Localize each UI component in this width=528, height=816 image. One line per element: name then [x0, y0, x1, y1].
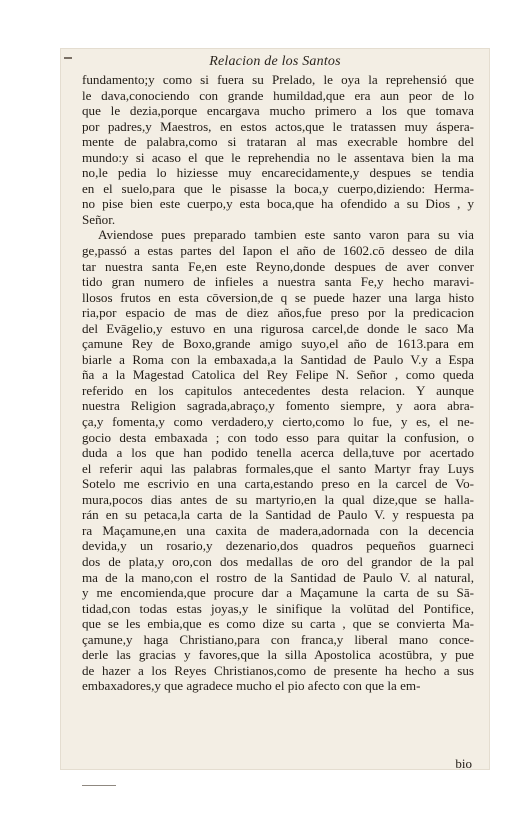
text-line: derle las gracias y favores,que la silla Apostolica acostūbra, y pue [82, 647, 474, 663]
text-line: ria,por espacio de mas de diez años,fue preso por la predicacion [82, 305, 474, 321]
text-line: ça,y fomenta,y como verdadero,y cierto,como lo fue, y es, el ne- [82, 414, 474, 430]
text-line: çamune Rey de Boxo,grande amigo suyo,el año de 1613.para em [82, 336, 474, 352]
text-line: embaxadores,y que agradece mucho el pio afecto con que la em- [82, 678, 421, 694]
text-line: que le dezia,porque encargava mucho primero a los que tomava [82, 103, 474, 119]
text-line: en el suelo,para que le pisasse la boca,y cuerpo,diziendo: Herma- [82, 180, 474, 196]
paragraph-1 [82, 72, 474, 227]
text-line: mente de palabra,como si trataran al mas execrable hombre del [82, 134, 474, 150]
text-line: ge,passó a estas partes del Iapon el año de 1602.cō desseo de dila [82, 243, 474, 259]
text-line: Señor. [82, 211, 116, 227]
text-line: fundamento;y como si fuera su Prelado, le oya la reprehensió que [82, 72, 474, 87]
body-text [82, 72, 474, 694]
text-line: que se les embia,que es como dize su carta , que se convierta Ma- [82, 616, 474, 632]
text-line: Aviendose pues preparado tambien este santo varon para su via [98, 227, 474, 243]
text-line: tar nuestra santa Fe,en este Reyno,donde despues de aver conver [82, 258, 474, 274]
text-line: rán en su petaca,la carta de la Santidad de Paulo V. y respuesta pa [82, 507, 474, 523]
text-line: mura,pocos dias antes de su martyrio,en la qual dize,que se halla- [82, 491, 474, 507]
scan-corner-mark [82, 785, 116, 786]
text-line: devida,y un rosario,y dezenario,dos quadros pequeños guarneci [82, 538, 474, 554]
text-line: por padres,y Maestros, en estos actos,que le tratassen muy áspera- [82, 118, 474, 134]
text-line: el referir aqui las palabras formales,que el santo Martyr fray Luys [82, 460, 474, 476]
text-line: y me encomienda,que procure dar a Maçamune la carta de su Sā- [82, 585, 474, 601]
text-line: no,le pedia lo hiziesse muy encarecidamente,y despues se tendia [82, 165, 474, 181]
text-line: çamune,y haga Christiano,para con franca,y liberal mano conce- [82, 631, 474, 647]
text-line: tidad,con todas estas joyas,y le sinifique la volūtad del Pontifice, [82, 600, 474, 616]
text-line: llosos frutos en esta cōversion,de q se puede hazer una larga histo [82, 289, 474, 305]
text-line: duda a los que han podido tenella acerca della,tuve por acertado [82, 445, 474, 461]
text-line: ma de la mano,con el rostro de la Santidad de Paulo V. al natural, [82, 569, 474, 585]
catchword: bio [455, 756, 472, 771]
text-line: Sotelo me escrivio en una carta,estando preso en la carcel de Vo- [82, 476, 474, 492]
running-title: Relacion de los Santos [209, 54, 341, 69]
text-line: biarle a Roma con la embaxada,a la Santidad de Paulo V.y a Espa [82, 351, 474, 367]
book-page [60, 48, 490, 770]
paragraph-2 [82, 227, 474, 693]
text-line: mundo:y si acaso el que le reprehendia no le assentava bien la ma [82, 149, 474, 165]
text-line: del Evāgelio,y estuvo en una rigurosa carcel,de donde le saco Ma [82, 320, 474, 336]
text-line: referido en los capitulos antecedentes desta relacion. Y aunque [82, 382, 474, 398]
text-line: de hazer a los Reyes Christianos,como de presente ha hecho a sus [82, 662, 474, 678]
text-line: ra Maçamune,en una caxita de madera,adornada con la decencia [82, 522, 474, 538]
text-line: dos de plata,y oro,con dos medallas de oro del grandor de la pal [82, 553, 474, 569]
text-line: gocio desta embaxada ; con todo esso para quitar la confusion, o [82, 429, 474, 445]
text-line: nuestra Religion sagrada,abraço,y fomento siempre, y aora abra- [82, 398, 474, 414]
text-line: ña a la Magestad Catolica del Rey Felipe N. Señor , como queda [82, 367, 474, 383]
text-line: le dava,conociendo con grande humildad,que era aun peor de lo [82, 87, 474, 103]
text-line: tido gran numero de infieles a nuestra santa Fe,y hecho maravi- [82, 274, 474, 290]
text-line: no pise bien este cuerpo,y esta boca,que ha ofendido a su Dios , y [82, 196, 474, 212]
